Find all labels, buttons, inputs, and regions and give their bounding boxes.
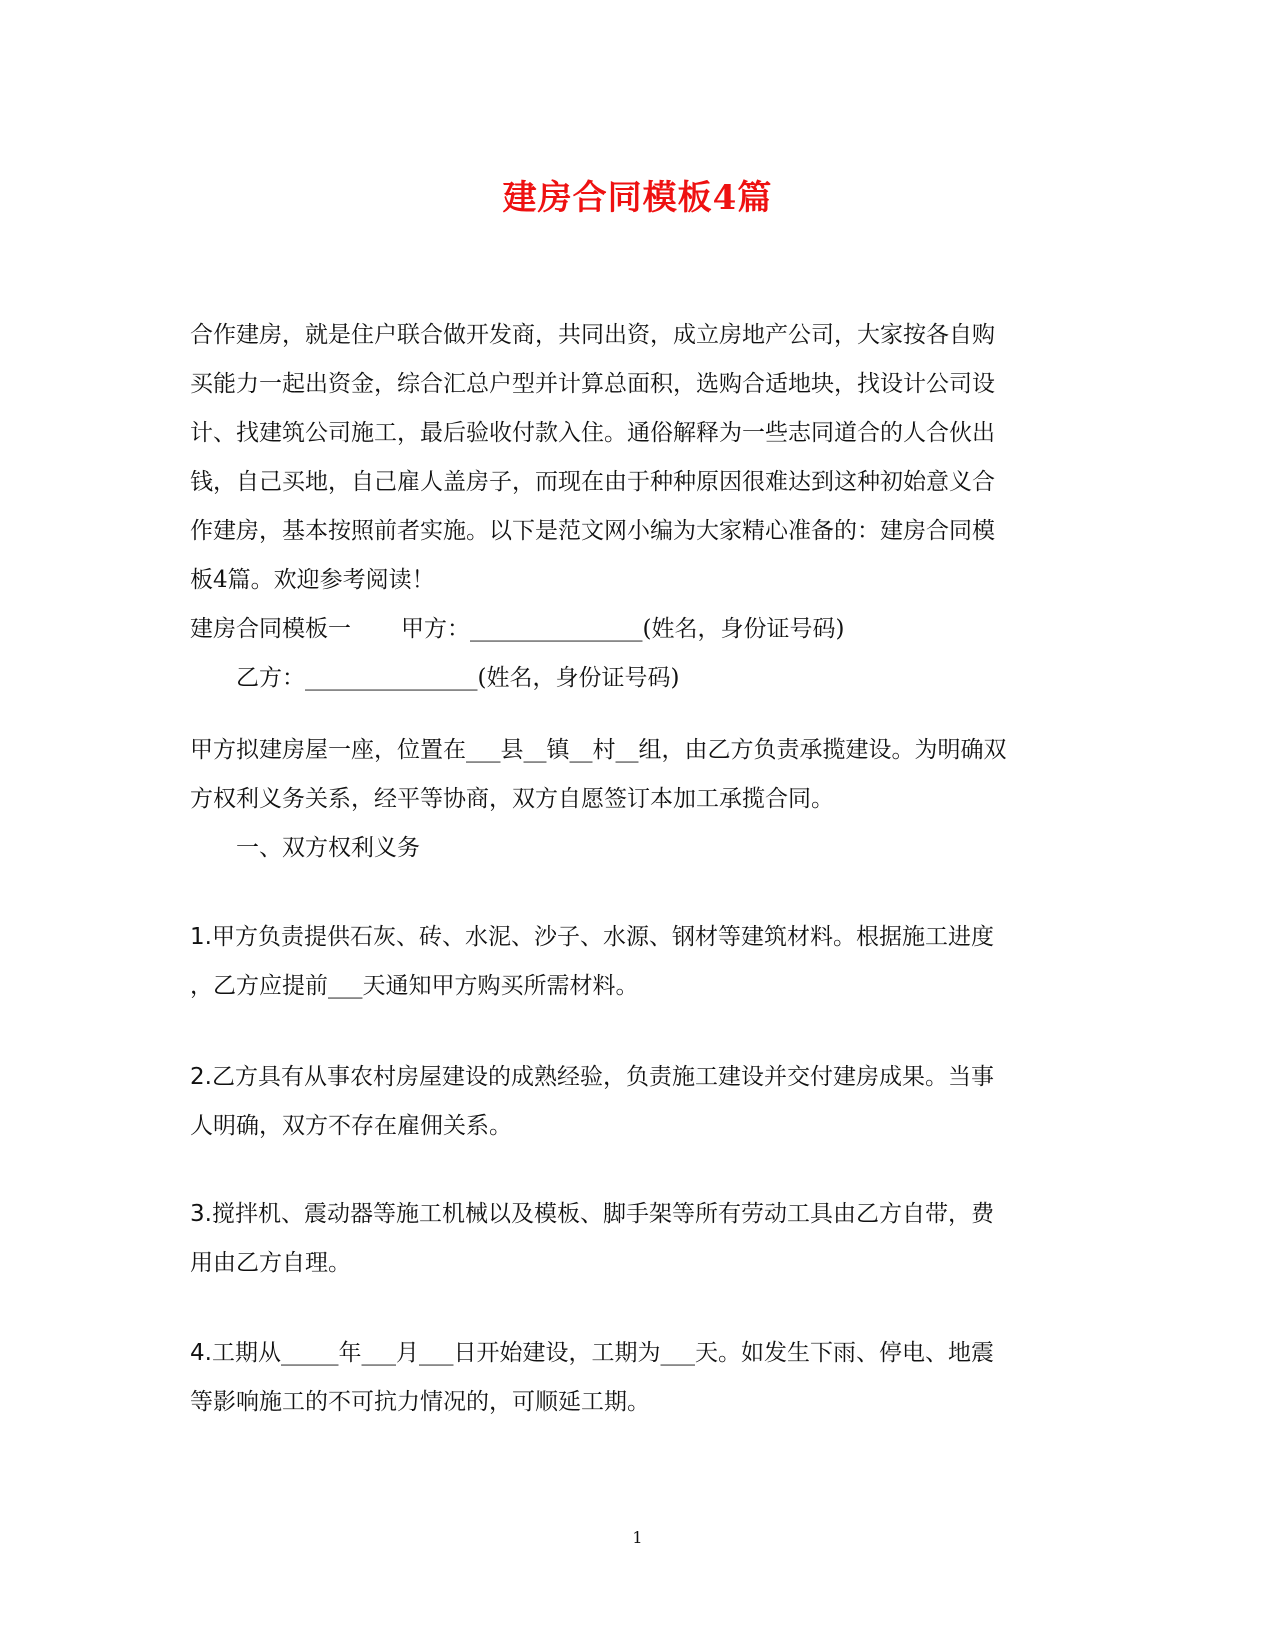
section-heading: 一、双方权利义务 (236, 835, 420, 861)
clause-text: 搅拌机、震动器等施工机械以及模板、脚手架等所有劳动工具由乙方自带，费 (211, 1201, 994, 1227)
party-a-line: 甲方：_______________(姓名，身份证号码) (401, 616, 845, 642)
clause-3 (190, 1190, 1090, 1288)
party-a-row (190, 605, 1090, 654)
clause-line (190, 1053, 1090, 1102)
template-one-heading: 建房合同模板一 (190, 616, 351, 642)
text-line: 钱，自己买地，自己雇人盖房子，而现在由于种种原因很难达到这种初始意义合 (190, 469, 995, 495)
clause-line: 用由乙方自理。 (190, 1250, 351, 1276)
text-line: 作建房，基本按照前者实施。以下是范文网小编为大家精心准备的：建房合同模 (190, 518, 995, 544)
text-line: 买能力一起出资金，综合汇总户型并计算总面积，选购合适地块，找设计公司设 (190, 371, 995, 397)
text-line: 方权利义务关系，经平等协商，双方自愿签订本加工承揽合同。 (190, 786, 834, 812)
clause-line: ，乙方应提前___天通知甲方购买所需材料。 (190, 973, 639, 999)
text-line: 板4篇。欢迎参考阅读！ (190, 567, 435, 593)
text-line: 甲方拟建房屋一座，位置在___县__镇__村__组，由乙方负责承揽建设。为明确双 (190, 737, 1007, 763)
text-line: 计、找建筑公司施工，最后验收付款入住。通俗解释为一些志同道合的人合伙出 (190, 420, 995, 446)
clause-number: 4. (190, 1340, 212, 1366)
clause-1 (190, 913, 1090, 1011)
preamble-paragraph (190, 726, 1090, 873)
party-b-line: 乙方：_______________(姓名，身份证号码) (236, 665, 680, 691)
text-line: 合作建房，就是住户联合做开发商，共同出资，成立房地产公司，大家按各自购 (190, 322, 995, 348)
clause-number: 3. (190, 1201, 212, 1227)
clause-number: 2. (190, 1064, 212, 1090)
clause-text: 甲方负责提供石灰、砖、水泥、沙子、水源、钢材等建筑材料。根据施工进度 (211, 924, 994, 950)
clause-line (190, 1329, 1090, 1378)
clause-number: 1. (190, 924, 212, 950)
clause-text: 乙方具有从事农村房屋建设的成熟经验，负责施工建设并交付建房成果。当事 (211, 1064, 994, 1090)
page-title: 建房合同模板4篇 (502, 178, 773, 218)
clause-4 (190, 1329, 1090, 1427)
page-number: 1 (632, 1528, 643, 1547)
intro-paragraph (190, 311, 1090, 703)
clause-line: 人明确，双方不存在雇佣关系。 (190, 1113, 512, 1139)
clause-line: 等影响施工的不可抗力情况的，可顺延工期。 (190, 1389, 650, 1415)
clause-line (190, 913, 1090, 962)
clause-2 (190, 1053, 1090, 1151)
clause-text: 工期从_____年___月___日开始建设，工期为___天。如发生下雨、停电、地震 (211, 1340, 994, 1366)
clause-line (190, 1190, 1090, 1239)
